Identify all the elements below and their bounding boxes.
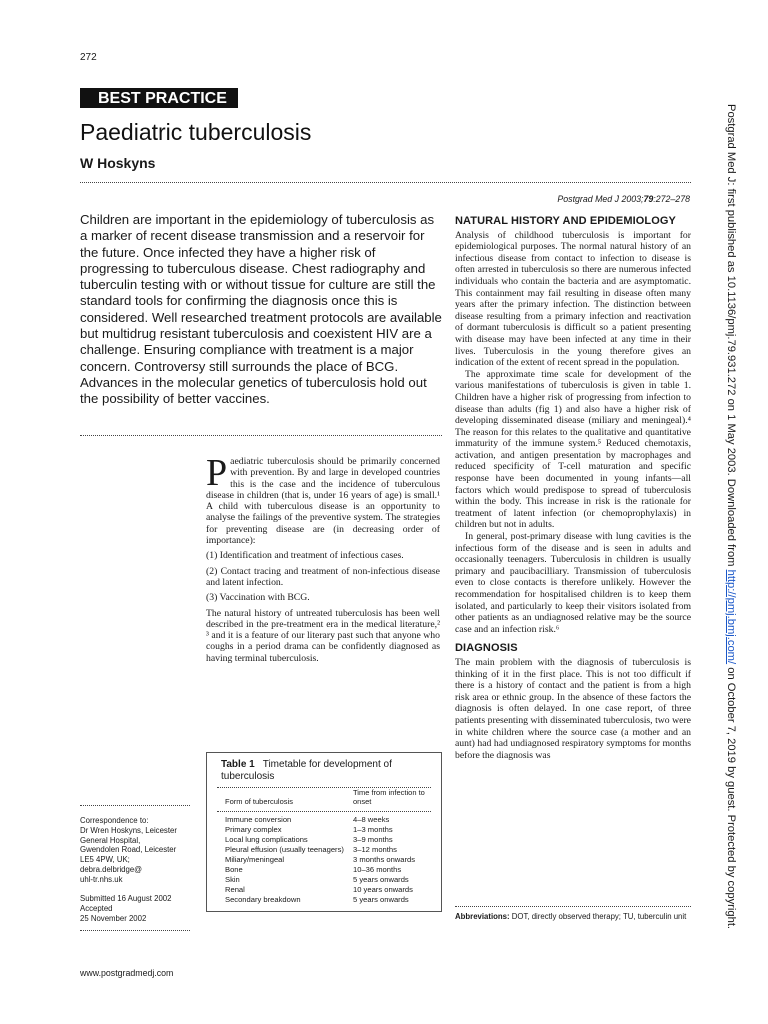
accepted-label: Accepted: [80, 903, 113, 913]
table-label: Table 1: [221, 759, 255, 770]
page-number: 272: [80, 52, 97, 63]
correspondence-line: Gwendolen Road, Leicester: [80, 845, 177, 855]
abbreviations-label: Abbreviations:: [455, 912, 510, 921]
table-cell-time: 4–8 weeks: [353, 815, 390, 824]
strategy-item-2: (2) Contact tracing and treatment of non-infectious disease and latent infection.: [206, 565, 440, 588]
intro-column: [206, 452, 440, 668]
abbreviations-note: [455, 912, 691, 922]
download-notice-after: on October 7, 2019 by guest. Protected by copyright.: [725, 664, 737, 930]
table-cell-time: 3–9 months: [353, 835, 393, 844]
table-cell-time: 3–12 months: [353, 845, 397, 854]
submission-dates: [80, 894, 200, 923]
correspondence-email: uhl-tr.nhs.uk: [80, 874, 123, 884]
abbreviations-text: DOT, directly observed therapy; TU, tuberculin unit: [511, 912, 687, 921]
abstract-divider: [80, 435, 442, 436]
intro-paragraph-1: aediatric tuberculosis should be primarily concerned with prevention. By and large in developed countries this is the case and the incidence of tuberculous disease in children (that is, under 16 years of age) is small.¹ A child with tuberculous disease is an opportunity to analyse the failings of the preventive system. The strategies for preventing disease are (in decreasing order of importance):: [206, 456, 440, 547]
sidebar-divider-bottom: [80, 930, 190, 931]
table-cell-form: Skin: [225, 875, 240, 884]
table-caption-text: Timetable for development of tuberculosis: [221, 759, 392, 782]
footer-url[interactable]: www.postgradmedj.com: [80, 968, 174, 978]
natural-history-paragraph-2: The approximate time scale for development of the various manifestations of tuberculosis is given in table 1. Children have a higher risk of progressing from infection to disease than adults (fig 1) and also have a higher risk of developing disseminated disease (miliary and meningeal).⁴ The reason for this relates to the qualitative and quantitative immaturity of the immune system.⁵ Reduced chemotaxis, activation, and antigen presentation by macrophages and reduced specificity of T-cell maturation and specific response have been documented in young infants—all factors which would predispose to spread of tuberculosis within the body. This increase in risk is the rationale for treatment of latent infection (or chemoprophylaxis) in children but not in adults.: [455, 368, 691, 531]
section-label: BEST PRACTICE: [80, 88, 238, 108]
correspondence-line: LE5 4PW, UK;: [80, 855, 130, 865]
table-cell-form: Secondary breakdown: [225, 895, 301, 904]
table-column-header-time: Time from infection to onset: [353, 788, 425, 806]
table-row: [225, 825, 435, 835]
citation-prefix: Postgrad Med J 2003;: [557, 194, 644, 204]
natural-history-paragraph-3: In general, post-primary disease with lung cavities is the infectious form of the disease and is seen in adults and occasionally teenagers. Tuberculosis in children is usually primary and paucibacilliary. Transmission of tuberculosis even to close contacts is therefore unlikely. However the recommendation for hospitalised children is to keep them isolated, and particularly to keep their visitors isolated from other patients as an undiagnosed relative may be the source case and an infection risk.⁶: [455, 531, 691, 635]
download-notice-before: Postgrad Med J: first published as 10.1136/pmj.79.931.272 on 1 May 2003. Downloaded from: [725, 104, 737, 570]
table-row: [225, 875, 435, 885]
table-cell-time: 5 years onwards: [353, 895, 409, 904]
table-cell-form: Primary complex: [225, 825, 282, 834]
correspondence-address: [80, 816, 200, 885]
table-cell-form: Miliary/meningeal: [225, 855, 285, 864]
table-cell-time: 10 years onwards: [353, 885, 413, 894]
natural-history-heading: NATURAL HISTORY AND EPIDEMIOLOGY: [455, 215, 676, 227]
correspondence-line: Correspondence to:: [80, 816, 149, 825]
natural-history-paragraph-1: Analysis of childhood tuberculosis is important for epidemiological purposes. The normal natural history of an infectious disease from contact to infection to disease is often arrested in tuberculosis so there are numerous infected individuals who contain the bacteria and are asymptomatic. This containment may fail resulting in disease often many years after the primary infection. The distinction between disease resulting from a primary infection and reactivation of dormant tuberculosis is difficult so a patient presenting with disease may have been infected at any time in their lives. Tuberculosis in the young therefore gives an indication of the extent of recent spread in the population.: [455, 229, 691, 369]
table-row: [225, 845, 435, 855]
table-row: [225, 885, 435, 895]
strategy-item-3: (3) Vaccination with BCG.: [206, 592, 310, 604]
submitted-date: Submitted 16 August 2002: [80, 894, 172, 903]
journal-citation: [470, 194, 690, 204]
article-title: Paediatric tuberculosis: [80, 119, 312, 145]
citation-pages: :272–278: [653, 194, 690, 204]
table-row: [225, 855, 435, 865]
table-cell-form: Local lung complications: [225, 835, 308, 844]
header-divider: [80, 182, 691, 183]
table-1: [206, 752, 442, 912]
sidebar-divider-top: [80, 805, 190, 806]
table-row: [225, 895, 435, 905]
table-row: [225, 865, 435, 875]
table-rule-header: [217, 811, 431, 812]
table-cell-form: Renal: [225, 885, 245, 894]
table-cell-form: Bone: [225, 865, 243, 874]
table-cell-form: Pleural effusion (usually teenagers): [225, 845, 344, 854]
strategy-item-1: (1) Identification and treatment of infectious cases.: [206, 550, 404, 562]
table-caption: [221, 759, 431, 783]
journal-link[interactable]: http://pmj.bmj.com/: [725, 569, 737, 665]
intro-paragraph-2: The natural history of untreated tuberculosis has been well described in the pre-treatment era in the medical literature,² ³ and it is a feature of our literary past such that anyone who coughs in a period drama can be confidently diagnosed as having terminal tuberculosis.: [206, 607, 440, 664]
correspondence-email: debra.delbridge@: [80, 864, 143, 874]
accepted-date: 25 November 2002: [80, 913, 147, 923]
abstract: Children are important in the epidemiology of tuberculosis as a marker of recent disease transmission and a reservoir for the future. Once infected they have a higher risk of progressing to tuberculous disease. Chest radiography and tuberculin testing with or without tissue for culture are still the standard tools for confirming the diagnosis once this is considered. Well researched treatment protocols are available but multidrug resistant tuberculosis and coexistent HIV are a challenge. Ensuring compliance with treatment is a major concern. Controversy still surrounds the place of BCG. Advances in the molecular genetics of tuberculosis hold out the possibility of better vaccines.: [80, 212, 442, 407]
author-name: W Hoskyns: [80, 155, 156, 171]
correspondence-line: Dr Wren Hoskyns, Leicester: [80, 825, 177, 835]
download-notice: [725, 104, 737, 930]
table-row: [225, 835, 435, 845]
right-column: [455, 216, 691, 761]
table-cell-time: 5 years onwards: [353, 875, 409, 884]
table-cell-form: Immune conversion: [225, 815, 292, 824]
diagnosis-heading: DIAGNOSIS: [455, 642, 518, 655]
citation-volume: 79: [643, 194, 654, 204]
table-cell-time: 10–36 months: [353, 865, 402, 874]
table-cell-time: 3 months onwards: [353, 855, 416, 864]
drop-cap: P: [206, 452, 228, 494]
table-row: [225, 815, 435, 825]
diagnosis-paragraph-1: The main problem with the diagnosis of tuberculosis is thinking of it in the first place. This is not too difficult if there is a history of contact and the patient is from a high risk area or ethnic group. In the absence of these factors the diagnosis is often delayed. In one case report, of three patients presenting with disseminated tuberculosis, two were in white children where the source case (a mother and an aunt) had had undiagnosed respiratory symptoms for months before the diagnosis was: [455, 656, 691, 761]
correspondence-line: General Hospital,: [80, 835, 141, 845]
table-cell-time: 1–3 months: [353, 825, 393, 834]
abbreviations-divider: [455, 906, 691, 907]
table-column-header-form: Form of tuberculosis: [225, 797, 293, 806]
